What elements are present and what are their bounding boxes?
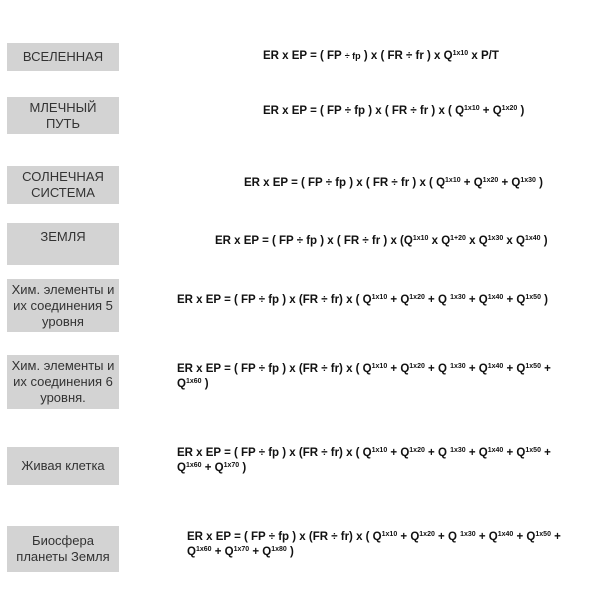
level-label-earth: ЗЕМЛЯ [7, 223, 119, 265]
formula-milky-way [263, 104, 524, 119]
formula-text: ) [286, 546, 294, 558]
formula-text: + Q [211, 546, 234, 558]
formula-text: + Q [424, 447, 451, 459]
formula-text: + Q [387, 294, 410, 306]
exponent: 1x10 [464, 105, 480, 112]
exponent: 1x60 [185, 378, 202, 385]
formula-text: ) [540, 235, 548, 247]
exponent: 1x30 [460, 531, 476, 538]
formula-text: + Q [177, 447, 551, 474]
exponent: 1x40 [487, 363, 504, 370]
formula-text: ER x EP = ( FP ÷ fp ) x (FR ÷ fr) x ( Q [177, 294, 372, 306]
formula-text: ER x EP = ( FP ÷ fp ) x ( FR ÷ fr ) x ( Q [244, 177, 446, 189]
formula-text: ) [201, 378, 209, 390]
formula-earth [215, 234, 548, 249]
exponent: 1x10 [381, 531, 398, 538]
formula-text: ER x EP = ( FP ÷ fp ) x (FR ÷ fr) x ( Q [187, 531, 382, 543]
exponent: 1x10 [452, 50, 469, 57]
exponent: 1x10 [371, 363, 388, 370]
formula-text: + Q [503, 363, 526, 375]
formula-universe [263, 49, 499, 64]
level-label-solar-system: СОЛНЕЧНАЯ СИСТЕМА [7, 166, 119, 204]
formula-text: x P/T [468, 50, 499, 62]
formula-text: ÷ fp [344, 51, 361, 61]
exponent: 1x30 [487, 235, 504, 242]
formula-text: ) [535, 177, 543, 189]
formula-text: + Q [201, 462, 224, 474]
formula-text: ) [239, 462, 247, 474]
exponent: 1x20 [409, 447, 425, 454]
formula-text: x Q [503, 235, 525, 247]
exponent: 1x50 [525, 363, 541, 370]
formula-text: + Q [465, 294, 488, 306]
exponent: 1x30 [450, 363, 466, 370]
exponent: 1x40 [487, 447, 504, 454]
formula-text: + Q [479, 105, 502, 117]
formula-text: ER x EP = ( FP ÷ fp ) x (FR ÷ fr) x ( Q [177, 363, 372, 375]
formula-chem-level-5 [177, 293, 548, 308]
formula-text: + Q [465, 447, 488, 459]
formula-solar-system [244, 176, 543, 191]
formula-text: + Q [424, 294, 451, 306]
formula-text: ) [540, 294, 548, 306]
exponent: 1x30 [520, 177, 536, 184]
level-label-milky-way: МЛЕЧНЫЙ ПУТЬ [7, 97, 119, 134]
exponent: 1x70 [223, 462, 240, 469]
exponent: 1x70 [233, 546, 250, 553]
formula-text: + Q [460, 177, 483, 189]
formula-text: + Q [249, 546, 272, 558]
exponent: 1x20 [419, 531, 435, 538]
exponent: 1x40 [497, 531, 514, 538]
exponent: 1x30 [450, 294, 466, 301]
exponent: 1x20 [409, 363, 425, 370]
formula-text: + Q [187, 531, 561, 558]
formula-text: + Q [513, 531, 536, 543]
formula-text: ER x EP = ( FP ÷ fp ) x (FR ÷ fr) x ( Q [177, 447, 372, 459]
formula-text: + Q [397, 531, 420, 543]
exponent: 1x50 [535, 531, 551, 538]
level-label-living-cell: Живая клетка [7, 447, 119, 485]
formula-text: x Q [428, 235, 451, 247]
formula-text: + Q [503, 294, 526, 306]
formula-text: ER x EP = ( FP ÷ fp ) x ( FR ÷ fr ) x ( Q [263, 105, 465, 117]
formula-text: ER x EP = ( FP [263, 50, 345, 62]
formula-chem-level-6 [177, 362, 572, 392]
formula-text: ER x EP = ( FP ÷ fp ) x ( FR ÷ fr ) x (Q [215, 235, 413, 247]
formula-biosphere [187, 530, 582, 560]
exponent: 1x10 [371, 447, 388, 454]
exponent: 1x60 [185, 462, 202, 469]
exponent: 1x80 [271, 546, 287, 553]
formula-text: + Q [465, 363, 488, 375]
exponent: 1x40 [524, 235, 541, 242]
exponent: 1x20 [501, 105, 518, 112]
exponent: 1x10 [445, 177, 461, 184]
level-label-universe: ВСЕЛЕННАЯ [7, 43, 119, 71]
level-label-chem-level-6: Хим. элементы и их соединения 6 уровня. [7, 355, 119, 409]
formula-text: + Q [177, 363, 551, 390]
exponent: 1x60 [195, 546, 212, 553]
exponent: 1x10 [371, 294, 388, 301]
formula-text: + Q [387, 363, 410, 375]
formula-text: + Q [424, 363, 451, 375]
formula-living-cell [177, 446, 572, 476]
exponent: 1x10 [412, 235, 429, 242]
exponent: 1x50 [525, 447, 541, 454]
formula-text: + Q [503, 447, 526, 459]
level-label-biosphere: Биосфера планеты Земля [7, 526, 119, 572]
exponent: 1x20 [482, 177, 499, 184]
formula-text: + Q [434, 531, 461, 543]
formula-text: + Q [498, 177, 521, 189]
formula-text: x Q [465, 235, 488, 247]
formula-text: ) [517, 105, 525, 117]
exponent: 1x20 [409, 294, 425, 301]
level-label-chem-level-5: Хим. элементы и их соединения 5 уровня [7, 279, 119, 332]
exponent: 1x30 [450, 447, 466, 454]
formula-text: + Q [387, 447, 410, 459]
formula-text: + Q [475, 531, 498, 543]
exponent: 1x40 [487, 294, 504, 301]
exponent: 1+20 [450, 235, 466, 242]
exponent: 1x50 [525, 294, 541, 301]
formula-text: ) x ( FR ÷ fr ) x Q [360, 50, 453, 62]
